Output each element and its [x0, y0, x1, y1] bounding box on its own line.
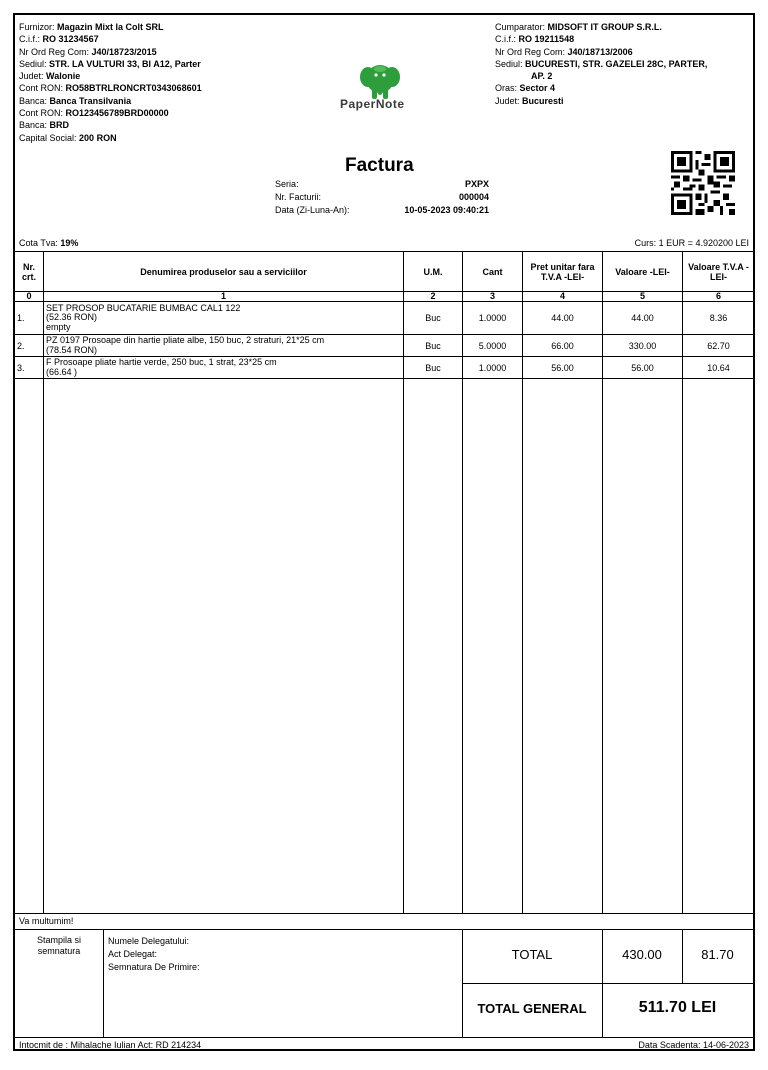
supplier-account-1: RO58BTRLRONCRT0343068601	[65, 83, 202, 94]
invoice-series: PXPX	[464, 179, 489, 189]
grand-total-label: TOTAL GENERAL	[477, 1001, 587, 1016]
supplier-reg: J40/18723/2015	[91, 46, 157, 57]
col-header-um: U.M.	[404, 252, 463, 292]
prepared-by: Intocmit de : Mihalache Iulian Act: RD 214234	[19, 1040, 202, 1050]
due-date: Data Scadenta: 14-06-2023	[638, 1040, 749, 1050]
products-table	[14, 251, 755, 379]
supplier-name: Magazin Mixt la Colt SRL	[57, 22, 164, 32]
buyer-city: Sector 4	[519, 83, 556, 94]
exchange-rate: Curs: 1 EUR = 4.920200 LEI	[634, 238, 749, 248]
supplier-county: Walonie	[46, 71, 81, 82]
table-row: 1. SET PROSOP BUCATARIE BUMBAC CAL1 122 (52.36 RON) empty Buc 1.0000 44.00 44.00 8.36	[15, 302, 755, 335]
col-header-nr: Nr. crt.	[15, 252, 44, 292]
col-header-description: Denumirea produselor sau a serviciilor	[44, 252, 404, 292]
supplier-cif: RO 31234567	[42, 34, 99, 45]
table-row: 3. F Prosoape pliate hartie verde, 250 buc, 1 strat, 23*25 cm (66.64 ) Buc 1.0000 56.00 56.00 10.64	[15, 357, 755, 379]
buyer-reg: J40/18713/2006	[567, 46, 633, 57]
supplier-account-2: RO123456789BRD00000	[65, 108, 169, 119]
col-header-unit-price: Pret unitar fara T.V.A -LEI-	[523, 252, 603, 292]
col-index: 0	[15, 292, 44, 302]
invoice-info: Seria: PXPX Nr. Facturii: 000004 Data (Zi-Luna-An): 10-05-2023 09:40:21	[275, 179, 489, 215]
supplier-bank-2: BRD	[49, 120, 70, 131]
buyer-address: BUCURESTI, STR. GAZELEI 28C, PARTER,	[525, 58, 708, 69]
col-index: 6	[683, 292, 755, 302]
supplier-block: Furnizor: Magazin Mixt la Colt SRL C.i.f.: RO 31234567 Nr Ord Reg Com: J40/18723/2015 Sediul: STR. LA VULTURI 33, Bl A12, Parter Judet: Walonie Cont RON: RO58BTRLRONCRT0343068601 Banca: Banca Transilvania Cont RON: RO123456789BRD00000 Banca: BRD Capital Social: 200 RON	[19, 22, 202, 143]
col-header-value: Valoare -LEI-	[603, 252, 683, 292]
total-value: 430.00	[622, 947, 662, 962]
qr-code-icon	[671, 151, 735, 215]
buyer-county: Bucuresti	[522, 95, 564, 106]
col-index: 4	[523, 292, 603, 302]
buyer-cif: RO 19211548	[518, 34, 575, 45]
total-vat-value: 81.70	[701, 947, 734, 962]
invoice-date: 10-05-2023 09:40:21	[404, 205, 489, 215]
supplier-bank-1: Banca Transilvania	[49, 95, 132, 106]
invoice-number: 000004	[458, 192, 489, 202]
stamp-signature-label: Stampila si semnatura	[36, 935, 81, 956]
col-index: 5	[603, 292, 683, 302]
buyer-block: Cumparator: MIDSOFT IT GROUP S.R.L. C.i.f.: RO 19211548 Nr Ord Reg Com: J40/18713/2006 Sediul: BUCURESTI, STR. GAZELEI 28C, PARTER, AP. 2 Oras: Sector 4 Judet: Bucuresti	[495, 22, 708, 106]
col-index: 2	[404, 292, 463, 302]
col-header-qty: Cant	[463, 252, 523, 292]
invoice-frame	[13, 13, 755, 1051]
buyer-name: MIDSOFT IT GROUP S.R.L.	[547, 22, 662, 32]
logo-text: PaperNote	[340, 97, 405, 111]
delegate-info: Numele Delegatului: Act Delegat: Semnatura De Primire:	[108, 936, 200, 972]
invoice-title: Factura	[345, 155, 414, 176]
col-header-vat-value: Valoare T.V.A -LEI-	[683, 252, 755, 292]
col-index: 1	[44, 292, 404, 302]
thank-you-note: Va multumim!	[19, 916, 74, 926]
grand-total-value: 511.70 LEI	[638, 999, 717, 1016]
col-index: 3	[463, 292, 523, 302]
total-label: TOTAL	[511, 947, 553, 962]
table-row: 2. PZ 0197 Prosoape din hartie pliate albe, 150 buc, 2 straturi, 21*25 cm (78.54 RON) Buc 5.0000 66.00 330.00 62.70	[15, 335, 755, 357]
buyer-address-2: AP. 2	[531, 71, 553, 82]
vat-rate: Cota Tva: 19%	[19, 238, 79, 248]
supplier-capital: 200 RON	[79, 132, 117, 143]
supplier-address: STR. LA VULTURI 33, Bl A12, Parter	[49, 58, 201, 69]
